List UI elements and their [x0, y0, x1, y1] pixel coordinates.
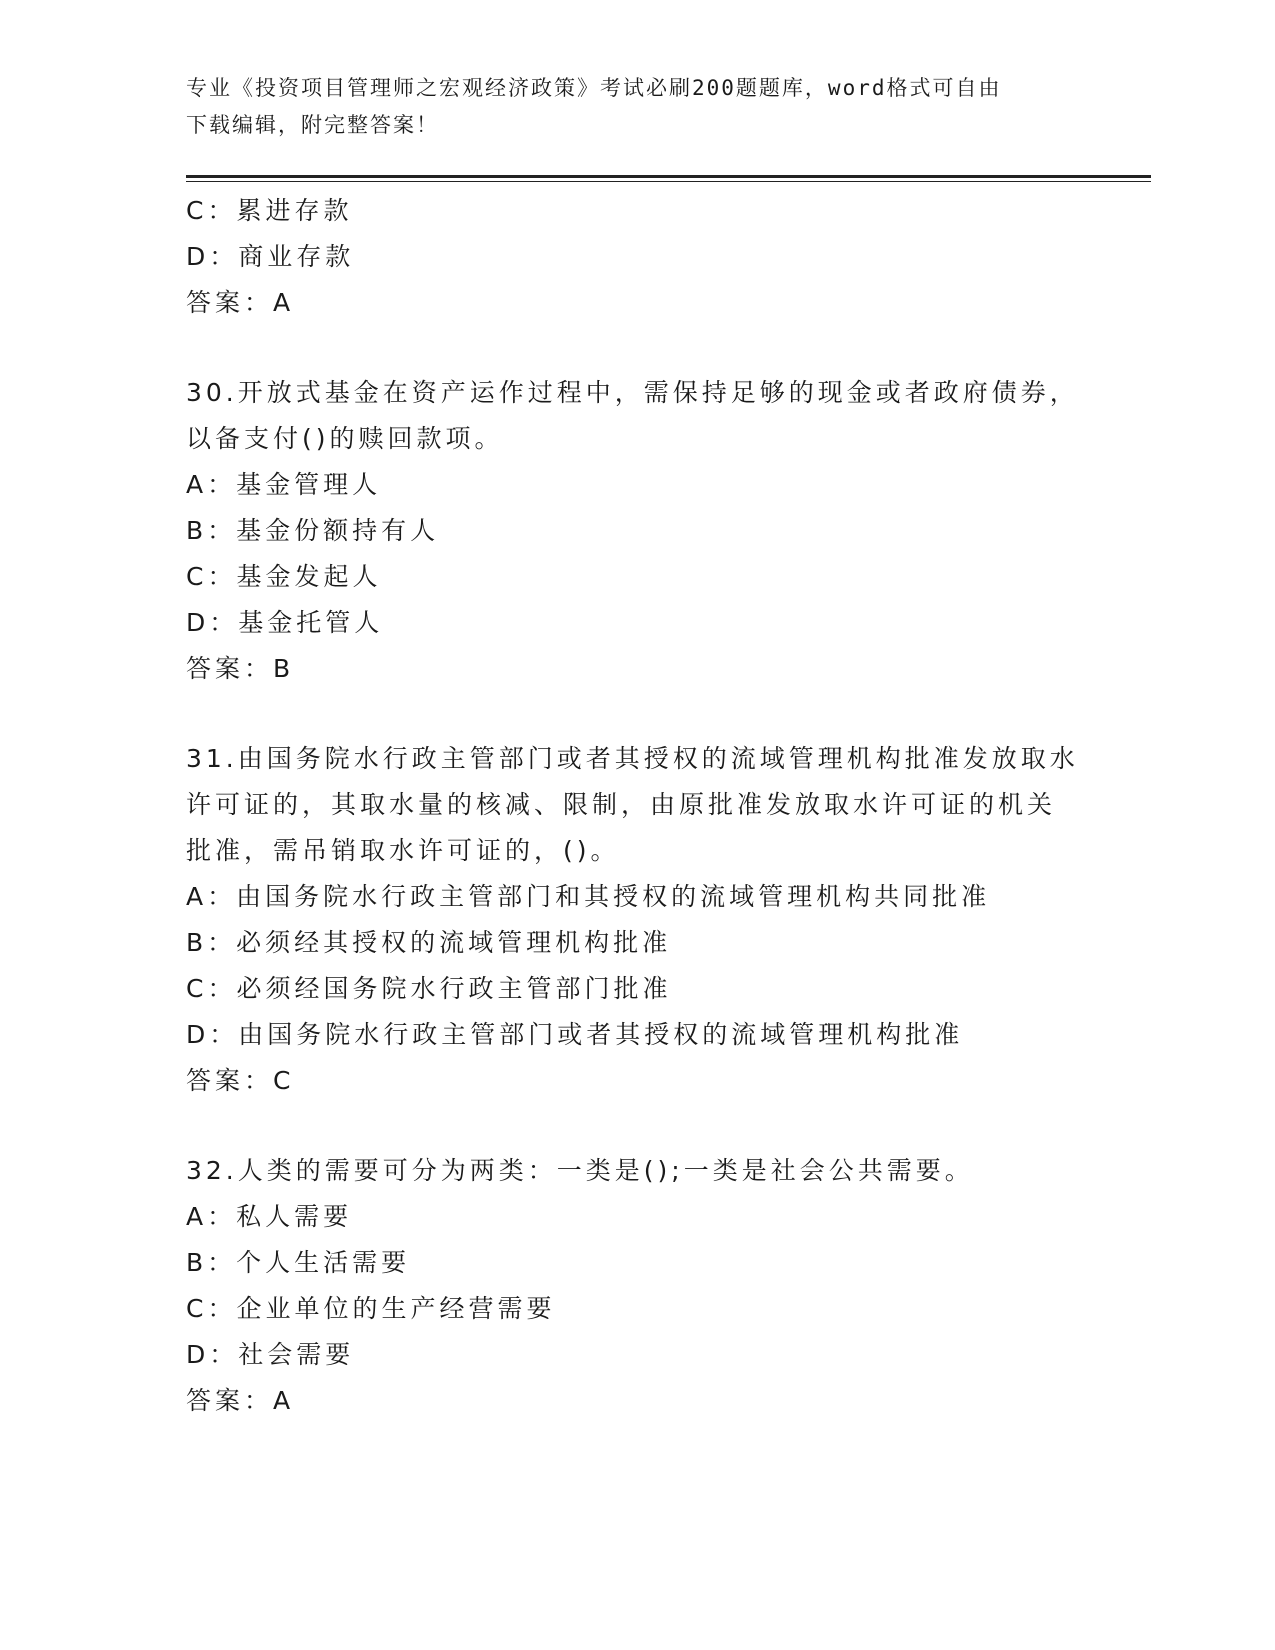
header-rule-thin [186, 181, 1151, 182]
question-31 [186, 736, 1086, 1104]
option-a: A：由国务院水行政主管部门和其授权的流域管理机构共同批准 [186, 882, 991, 911]
document-body [186, 188, 1086, 1424]
question-29-tail [186, 188, 1086, 326]
question-text-line: 以备支付()的赎回款项。 [186, 424, 504, 453]
spacer [186, 1104, 1086, 1148]
option-c: C：企业单位的生产经营需要 [186, 1294, 556, 1323]
question-text-line: 许可证的，其取水量的核减、限制，由原批准发放取水许可证的机关 [186, 790, 1057, 819]
option-b: B：必须经其授权的流域管理机构批准 [186, 928, 672, 957]
answer: 答案：C [186, 1066, 295, 1095]
answer: 答案：A [186, 288, 295, 317]
option-d: D：基金托管人 [186, 608, 384, 637]
header-line-2: 下载编辑，附完整答案！ [186, 113, 439, 137]
option-c: C：必须经国务院水行政主管部门批准 [186, 974, 672, 1003]
question-30 [186, 370, 1086, 692]
option-c: C：累进存款 [186, 196, 353, 225]
question-text-line: 31.由国务院水行政主管部门或者其授权的流域管理机构批准发放取水 [186, 744, 1079, 773]
question-32 [186, 1148, 1086, 1424]
header-line-1: 专业《投资项目管理师之宏观经济政策》考试必刷200题题库，word格式可自由 [186, 76, 1002, 100]
option-a: A：私人需要 [186, 1202, 353, 1231]
spacer [186, 326, 1086, 370]
option-d: D：社会需要 [186, 1340, 355, 1369]
document-header [186, 70, 1066, 144]
question-text-line: 32.人类的需要可分为两类：一类是();一类是社会公共需要。 [186, 1156, 974, 1185]
option-d: D：商业存款 [186, 242, 355, 271]
answer: 答案：B [186, 654, 295, 683]
question-text-line: 30.开放式基金在资产运作过程中，需保持足够的现金或者政府债券， [186, 378, 1079, 407]
option-c: C：基金发起人 [186, 562, 382, 591]
option-a: A：基金管理人 [186, 470, 382, 499]
header-rule-thick [186, 175, 1151, 178]
option-d: D：由国务院水行政主管部门或者其授权的流域管理机构批准 [186, 1020, 964, 1049]
option-b: B：基金份额持有人 [186, 516, 440, 545]
spacer [186, 692, 1086, 736]
answer: 答案：A [186, 1386, 295, 1415]
question-text-line: 批准，需吊销取水许可证的，()。 [186, 836, 620, 865]
option-b: B：个人生活需要 [186, 1248, 411, 1277]
